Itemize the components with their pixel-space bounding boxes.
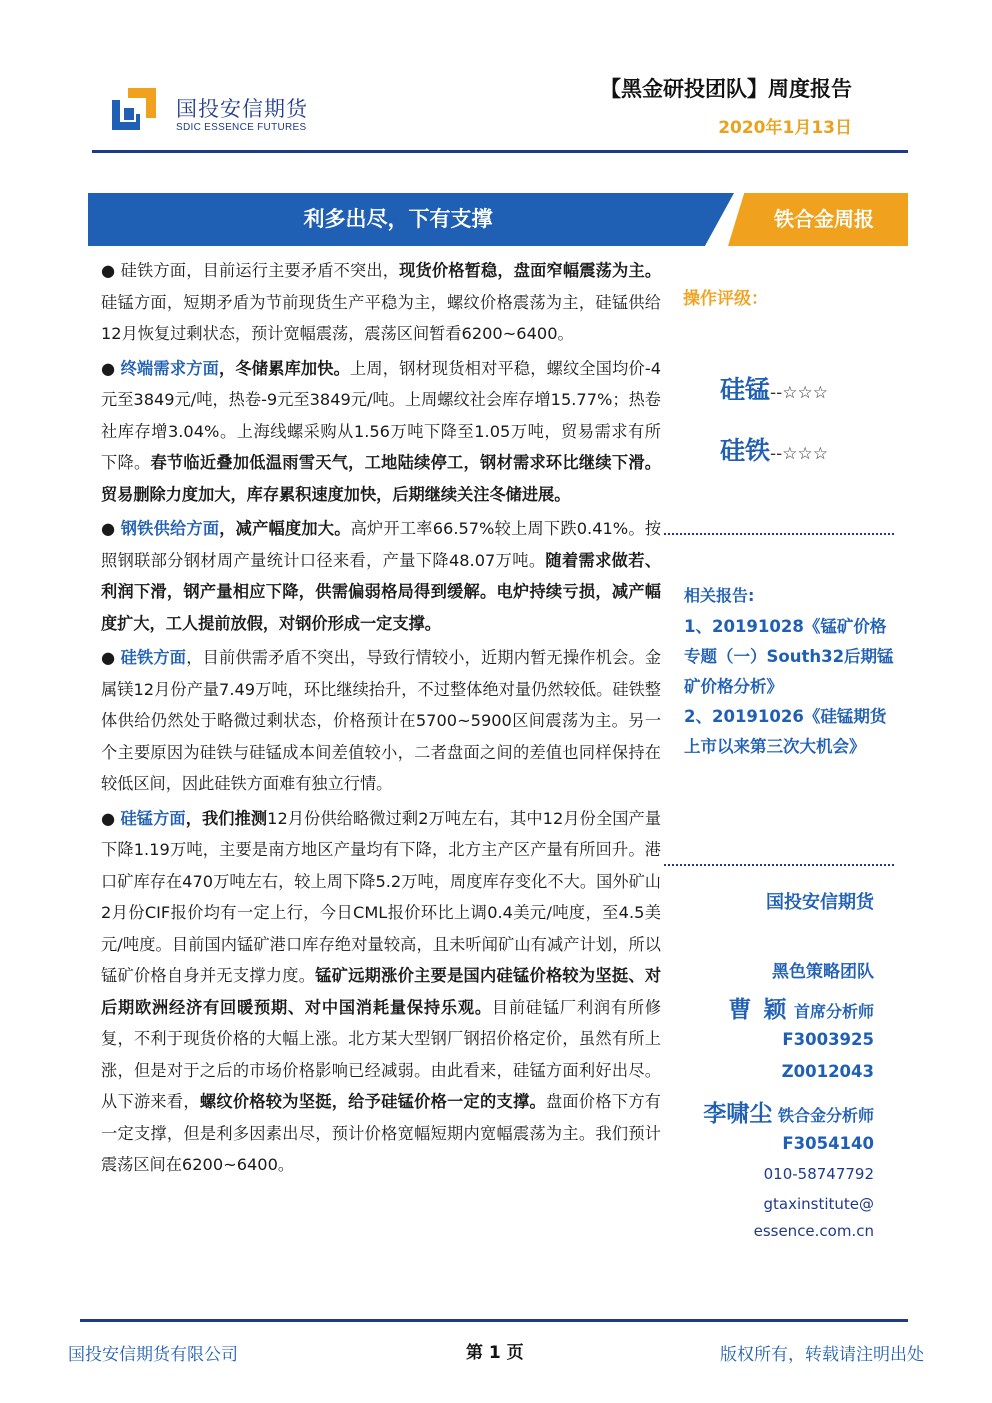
- logo-chinese-name: 国投安信期货: [176, 97, 308, 121]
- paragraph-text: 硅铁方面，目前运行主要矛盾不突出，: [120, 261, 400, 280]
- analyst-name: 李啸尘: [703, 1101, 773, 1127]
- paragraph-supply: [101, 513, 661, 639]
- paragraph-emphasis: ，我们推测: [185, 808, 268, 828]
- rating-stars: --☆☆☆: [770, 383, 829, 403]
- bullet: ●: [101, 519, 116, 538]
- bullet: ●: [101, 808, 116, 828]
- rating-row-silicomanganese: [720, 370, 828, 406]
- analyst-license-id: F3003925: [782, 1030, 874, 1049]
- bullet: ●: [101, 261, 116, 280]
- footer-company: 国投安信期货有限公司: [68, 1345, 238, 1365]
- paragraph-text: 高炉开工率66.57%较上周下跌0.41%。按照钢联部分钢材周产量统计口径来看，产量下降48.07万吨。: [101, 519, 662, 570]
- paragraph-emphasis: 锰矿远期涨价主要是国内硅锰价格较为坚挺、对后期欧洲经济有回暖预期、对中国消耗量保持乐观。: [101, 966, 662, 1017]
- related-report-link[interactable]: 1、20191028《锰矿价格专题（一）South32后期锰矿价格分析》: [684, 617, 894, 696]
- related-reports-title: 相关报告:: [684, 586, 755, 605]
- rating-label: 操作评级：: [683, 289, 768, 309]
- sidebar-divider: [664, 533, 894, 535]
- paragraph-lead: 硅锰方面: [120, 808, 186, 828]
- analyst-role: 首席分析师: [793, 1002, 874, 1021]
- analyst-license-id: F3054140: [782, 1134, 874, 1153]
- company-logo-icon: [110, 84, 160, 134]
- analyst-role: 铁合金分析师: [777, 1106, 874, 1125]
- paragraph-emphasis: 随着需求做若、利润下滑，钢产量相应下降，供需偏弱格局得到缓解。电炉持续亏损，减产幅度扩大，工人提前放假，对钢价形成一定支撑。: [101, 550, 662, 633]
- paragraph-silicomanganese: [101, 803, 661, 1181]
- analyst-1: [728, 991, 874, 1024]
- paragraph-lead: 硅铁方面: [120, 648, 187, 667]
- rating-row-ferrosilicon: [720, 431, 828, 467]
- bullet: ●: [101, 358, 116, 378]
- paragraph-summary: [101, 255, 661, 350]
- paragraph-emphasis: ，减产幅度加大。: [219, 519, 351, 538]
- bullet: ●: [101, 648, 116, 667]
- paragraph-text: 盘面价格下方有一定支撑，但是利多因素出尽，预计价格宽幅短期内宽幅震荡为主。我们预计震荡区间在6200~6400。: [101, 1092, 661, 1174]
- header-divider: [92, 150, 908, 153]
- rating-product-name: 硅锰: [720, 375, 771, 404]
- analyst-name: 曹 颖: [728, 997, 789, 1023]
- sidebar-company-name: 国投安信期货: [766, 892, 874, 913]
- paragraph-text: 上周，钢材现货相对平稳，螺纹全国均价-4元至3849元/吨，热卷-9元至3849元/吨。上周螺纹社会库存增15.77%；热卷社库存增3.04%。上海线螺采购从1.56万吨下降至1.05万吨，贸易需求有所下降。: [101, 358, 662, 472]
- logo-english-name: SDIC ESSENCE FUTURES: [176, 122, 307, 133]
- paragraph-lead: 钢铁供给方面: [120, 519, 220, 538]
- page-number: 第 1 页: [466, 1343, 524, 1363]
- footer-copyright: 版权所有，转载请注明出处: [720, 1345, 924, 1365]
- paragraph-emphasis: 春节临近叠加低温雨雪天气，工地陆续停工，钢材需求环比继续下滑。贸易删除力度加大，库存累积速度加快，后期继续关注冬储进展。: [101, 453, 661, 504]
- paragraph-ferrosilicon: [101, 642, 661, 800]
- analyst-2: [703, 1095, 874, 1128]
- report-date: 2020年1月13日: [718, 118, 852, 138]
- contact-phone: 010-58747792: [763, 1165, 874, 1183]
- analyst-license-id: Z0012043: [781, 1062, 874, 1081]
- related-report-link[interactable]: 2、20191026《硅锰期货上市以来第三次大机会》: [684, 707, 887, 756]
- contact-email-line1[interactable]: gtaxinstitute@: [763, 1195, 874, 1213]
- paragraph-text: ，目前供需矛盾不突出，导致行情较小，近期内暂无操作机会。金属镁12月份产量7.49万吨，环比继续抬升，不过整体绝对量仍然较低。硅铁整体供给仍然处于略微过剩状态，价格预计在5700~5900区间震荡为主。另一个主要原因为硅铁与硅锰成本间差值较小，二者盘面之间的差值也同样保持在较低区间，因此硅铁方面难有独立行情。: [101, 648, 662, 793]
- paragraph-emphasis: 螺纹价格较为坚挺，给予硅锰价格一定的支撑。: [199, 1092, 546, 1111]
- paragraph-emphasis: 现货价格暂稳，盘面窄幅震荡为主。: [399, 261, 662, 280]
- footer-divider: [80, 1319, 908, 1322]
- sidebar-divider: [664, 864, 894, 866]
- paragraph-lead: 终端需求方面: [120, 358, 219, 378]
- paragraph-demand: [101, 353, 661, 511]
- report-category-tag: 铁合金周报: [774, 207, 874, 231]
- report-type-title: 【黑金研投团队】周度报告: [600, 77, 852, 101]
- related-reports-list: [684, 612, 894, 762]
- rating-stars: --☆☆☆: [770, 444, 829, 464]
- paragraph-emphasis: ，冬储累库加快。: [218, 358, 351, 378]
- paragraph-text: 硅锰方面，短期矛盾为节前现货生产平稳为主，螺纹价格震荡为主，硅锰供给12月恢复过剩状态，预计宽幅震荡，震荡区间暂看6200~6400。: [101, 292, 661, 343]
- report-body: [101, 255, 661, 1184]
- rating-product-name: 硅铁: [720, 436, 771, 465]
- team-name: 黑色策略团队: [772, 962, 874, 982]
- paragraph-text: 12月份供给略微过剩2万吨左右，其中12月份全国产量下降1.19万吨，主要是南方地区产量均有下降，北方主产区产量有所回升。港口矿库存在470万吨左右，较上周下降5.2万吨，周度库存变化不大。国外矿山2月份CIF报价均有一定上行，今日CML报价环比上调0.4美元/吨度，至4.5美元/吨度。目前国内锰矿港口库存绝对量较高，且未听闻矿山有减产计划，所以锰矿价格自身并无支撑力度。: [101, 808, 662, 985]
- paragraph-text: 目前硅锰厂利润有所修复，不利于现货价格的大幅上涨。北方某大型钢厂钢招价格定价，虽然有所上涨，但是对于之后的市场价格影响已经减弱。由此看来，硅锰方面利好出尽。从下游来看，: [101, 997, 662, 1111]
- contact-email-line2[interactable]: essence.com.cn: [753, 1222, 874, 1240]
- report-headline: 利多出尽，下有支撑: [303, 207, 493, 231]
